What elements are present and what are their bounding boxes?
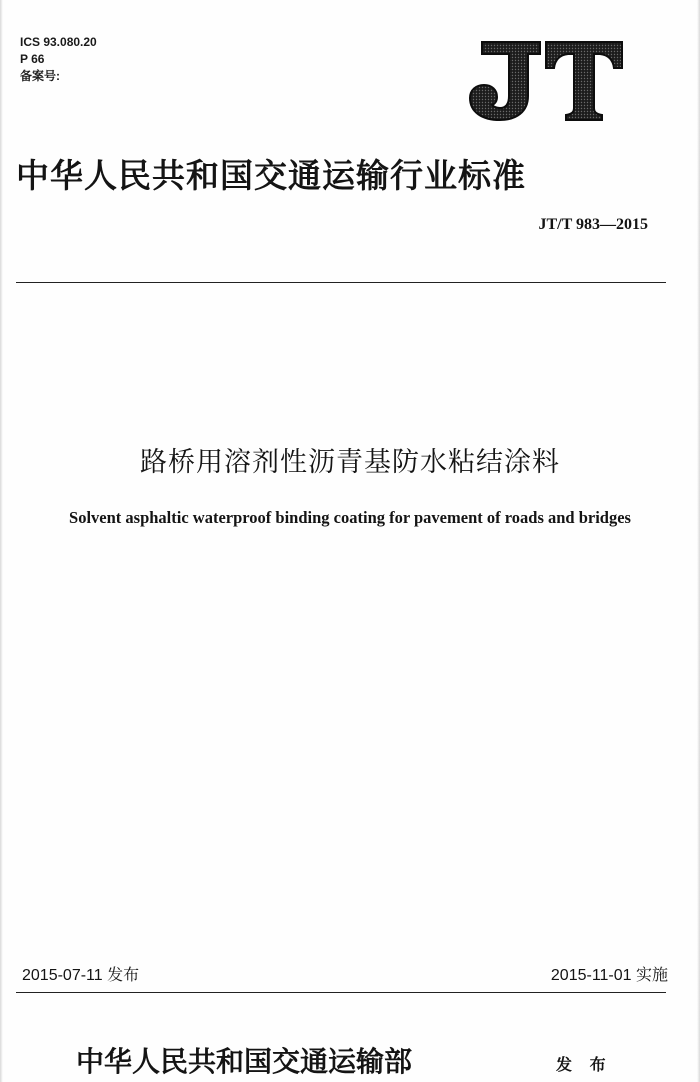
record-number-label: 备案号: [20, 69, 60, 83]
publish-label: 发 布 [556, 1055, 612, 1074]
issue-date: 2015-07-11 发布 [22, 967, 140, 984]
publisher-name: 中华人民共和国交通运输部 [76, 1045, 413, 1078]
implementation-date: 2015-11-01 实施 [550, 967, 668, 984]
ics-code: ICS 93.080.20 [20, 35, 97, 49]
page-edge-left [0, 0, 3, 1082]
class-code: P 66 [20, 52, 45, 66]
document-title-chinese: 路桥用溶剂性沥青基防水粘结涂料 [140, 447, 560, 478]
industry-standard-title: 中华人民共和国交通运输行业标准 [16, 156, 526, 195]
footer-divider [16, 992, 666, 993]
classification-block [20, 34, 97, 85]
jt-logo-icon [466, 38, 626, 122]
document-title-english: Solvent asphaltic waterproof binding coating for pavement of roads and bridges [69, 508, 631, 527]
header-divider [16, 282, 666, 283]
standard-number: JT/T 983—2015 [538, 216, 648, 233]
